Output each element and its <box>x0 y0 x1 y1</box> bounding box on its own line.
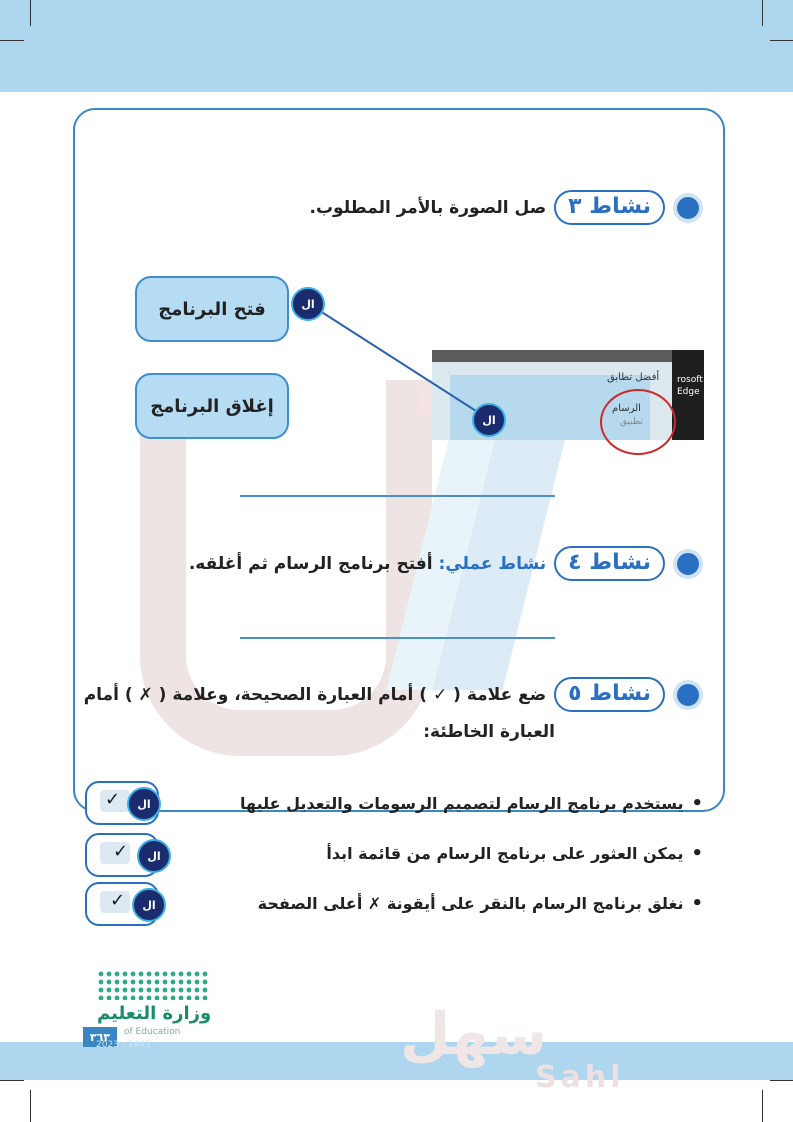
check-mark-icon: ✓ <box>105 789 121 810</box>
activity4-badge: نشاط ٤ <box>554 546 665 581</box>
edition-year: 2023 - 1445 <box>96 1040 151 1050</box>
command-open-program[interactable]: فتح البرنامج <box>135 276 289 342</box>
activity4-heading <box>189 546 703 581</box>
statement-row: • نغلق برنامج الرسام بالنقر على أيقونة ✗ أعلى الصفحة <box>257 893 703 914</box>
section-divider <box>240 495 555 497</box>
answer-marker-icon: ال <box>472 403 506 437</box>
activity5-badge: نشاط ٥ <box>554 677 665 712</box>
ministry-logo-icon <box>97 970 209 1000</box>
brand-watermark: سهل <box>400 1000 548 1068</box>
page-number: ٣٦٣ <box>83 1027 117 1047</box>
activity4-instruction: أفتح برنامج الرسام ثم أغلقه. <box>188 553 433 574</box>
bullet-dot-icon <box>673 680 703 710</box>
answer-marker-icon: ال <box>132 888 166 922</box>
brand-watermark-en: Sahl <box>535 1060 625 1095</box>
check-mark-icon: ✓ <box>113 841 129 862</box>
connector-line <box>306 302 487 418</box>
statement-text: يمكن العثور على برنامج الرسام من قائمة ابدأ <box>326 844 684 863</box>
activity5-heading <box>84 677 703 712</box>
statement-row: • يمكن العثور على برنامج الرسام من قائمة ابدأ <box>326 843 703 864</box>
answer-marker-icon: ال <box>291 287 325 321</box>
command-close-program[interactable]: إغلاق البرنامج <box>135 373 289 439</box>
activity5-instruction-line2: العبارة الخاطئة: <box>423 722 555 742</box>
activity5-instruction: ضع علامة ( ✓ ) أمام العبارة الصحيحة، وعلامة ( ✗ ) أمام <box>83 684 547 705</box>
statement-text: نغلق برنامج الرسام بالنقر على أيقونة ✗ أعلى الصفحة <box>257 894 684 913</box>
statement-row: • يستخدم برنامج الرسام لتصميم الرسومات والتعديل عليها <box>240 793 703 814</box>
bullet-dot-icon <box>673 549 703 579</box>
section-divider <box>240 637 555 639</box>
ministry-name: وزارة التعليم <box>97 1003 212 1024</box>
activity4-prefix: نشاط عملي: <box>438 553 547 574</box>
ministry-name-en: of Education <box>124 1027 181 1037</box>
activity4-instruction-row <box>189 554 546 574</box>
check-mark-icon: ✓ <box>110 890 126 911</box>
paint-app-type: تطبيق <box>620 417 643 427</box>
best-match-label: أفضل تطابق <box>607 372 660 383</box>
activity3-instruction: صل الصورة بالأمر المطلوب. <box>309 197 547 218</box>
activity3-badge: نشاط ٣ <box>554 190 665 225</box>
answer-marker-icon: ال <box>127 787 161 821</box>
edge-label: rosoft Edge <box>677 375 703 397</box>
answer-marker-icon: ال <box>137 839 171 873</box>
statement-text: يستخدم برنامج الرسام لتصميم الرسومات والتعديل عليها <box>240 794 684 813</box>
paint-app-name: الرسام <box>612 403 641 414</box>
